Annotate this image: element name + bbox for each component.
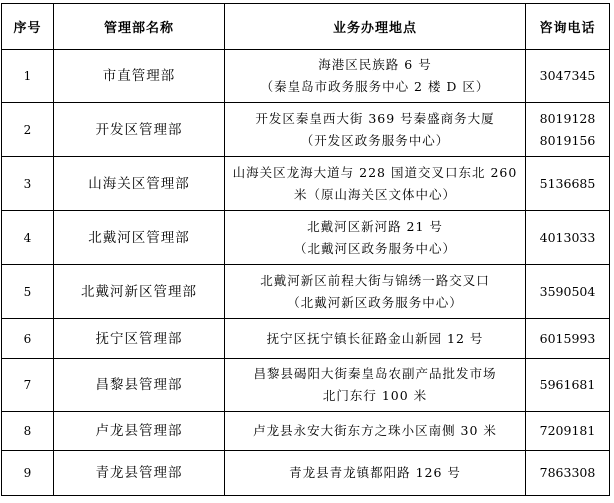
table-row: [2, 412, 610, 451]
row-tel: [526, 157, 610, 211]
addr-line: （开发区政务服务中心）: [300, 132, 450, 148]
addr-line: 海港区民族路 6 号: [318, 57, 432, 72]
tel-line: 5136685: [539, 175, 596, 191]
addr-line: （秦皇岛市政务服务中心 2 楼 D 区）: [260, 79, 490, 94]
row-tel: [526, 265, 610, 319]
row-dept: 抚宁区管理部: [54, 319, 225, 359]
tel-line: 3047345: [539, 68, 596, 83]
addr-line: 北戴河新区前程大街与锦绣一路交叉口: [260, 272, 490, 288]
tel-line: 4013033: [539, 229, 596, 245]
row-dept: 市直管理部: [54, 50, 225, 103]
header-addr: 业务办理地点: [225, 4, 526, 50]
row-seq: 9: [2, 451, 54, 496]
header-tel: 咨询电话: [526, 4, 610, 50]
addr-line: 抚宁区抚宁镇长征路金山新园 12 号: [266, 330, 484, 346]
tel-line: 7209181: [539, 423, 596, 438]
addr-line: （北戴河区政务服务中心）: [293, 240, 456, 256]
tel-line: 8019128: [539, 110, 596, 126]
table-row: [2, 211, 610, 265]
table-body: [2, 50, 610, 496]
addr-line: 山海关区龙海大道与 228 国道交叉口东北 260: [232, 164, 518, 180]
table-row: [2, 50, 610, 103]
tel-line: 8019156: [539, 132, 596, 148]
row-dept: 北戴河区管理部: [54, 211, 225, 265]
row-dept: 山海关区管理部: [54, 157, 225, 211]
table-header-row: [2, 4, 610, 50]
row-seq: 3: [2, 157, 54, 211]
row-seq: 8: [2, 412, 54, 451]
tel-line: 3590504: [539, 283, 596, 299]
row-seq: 7: [2, 359, 54, 412]
tel-line: 7863308: [539, 465, 596, 480]
row-dept: 开发区管理部: [54, 103, 225, 157]
header-seq: 序号: [2, 4, 54, 50]
row-seq: 6: [2, 319, 54, 359]
office-table: [1, 3, 610, 496]
table-row: [2, 359, 610, 412]
row-dept: 北戴河新区管理部: [54, 265, 225, 319]
row-addr: [225, 157, 526, 211]
row-seq: 5: [2, 265, 54, 319]
row-addr: [225, 412, 526, 451]
row-dept: 青龙县管理部: [54, 451, 225, 496]
row-dept: 昌黎县管理部: [54, 359, 225, 412]
addr-line: 北戴河区新河路 21 号: [307, 218, 443, 234]
row-tel: [526, 412, 610, 451]
row-tel: [526, 50, 610, 103]
row-seq: 2: [2, 103, 54, 157]
row-addr: [225, 451, 526, 496]
row-tel: [526, 103, 610, 157]
row-addr: [225, 319, 526, 359]
row-seq: 1: [2, 50, 54, 103]
table-row: [2, 265, 610, 319]
tel-line: 5961681: [539, 377, 596, 392]
table-row: [2, 451, 610, 496]
row-tel: [526, 359, 610, 412]
row-addr: [225, 50, 526, 103]
row-tel: [526, 451, 610, 496]
header-dept: 管理部名称: [54, 4, 225, 50]
row-tel: [526, 211, 610, 265]
tel-line: 6015993: [539, 330, 596, 346]
table-row: [2, 103, 610, 157]
row-addr: [225, 103, 526, 157]
row-seq: 4: [2, 211, 54, 265]
row-addr: [225, 359, 526, 412]
addr-line: 青龙县青龙镇都阳路 126 号: [289, 465, 461, 480]
row-addr: [225, 265, 526, 319]
addr-line: 北门东行 100 米: [322, 388, 428, 403]
row-dept: 卢龙县管理部: [54, 412, 225, 451]
table-row: [2, 157, 610, 211]
table-row: [2, 319, 610, 359]
addr-line: 开发区秦皇西大街 369 号秦盛商务大厦: [255, 110, 495, 126]
row-addr: [225, 211, 526, 265]
row-tel: [526, 319, 610, 359]
addr-line: 米（原山海关区文体中心）: [293, 186, 456, 202]
addr-line: 昌黎县碣阳大街秦皇岛农副产品批发市场: [253, 366, 497, 381]
addr-line: 卢龙县永安大街东方之珠小区南侧 30 米: [253, 423, 497, 438]
addr-line: （北戴河新区政务服务中心）: [287, 294, 463, 310]
